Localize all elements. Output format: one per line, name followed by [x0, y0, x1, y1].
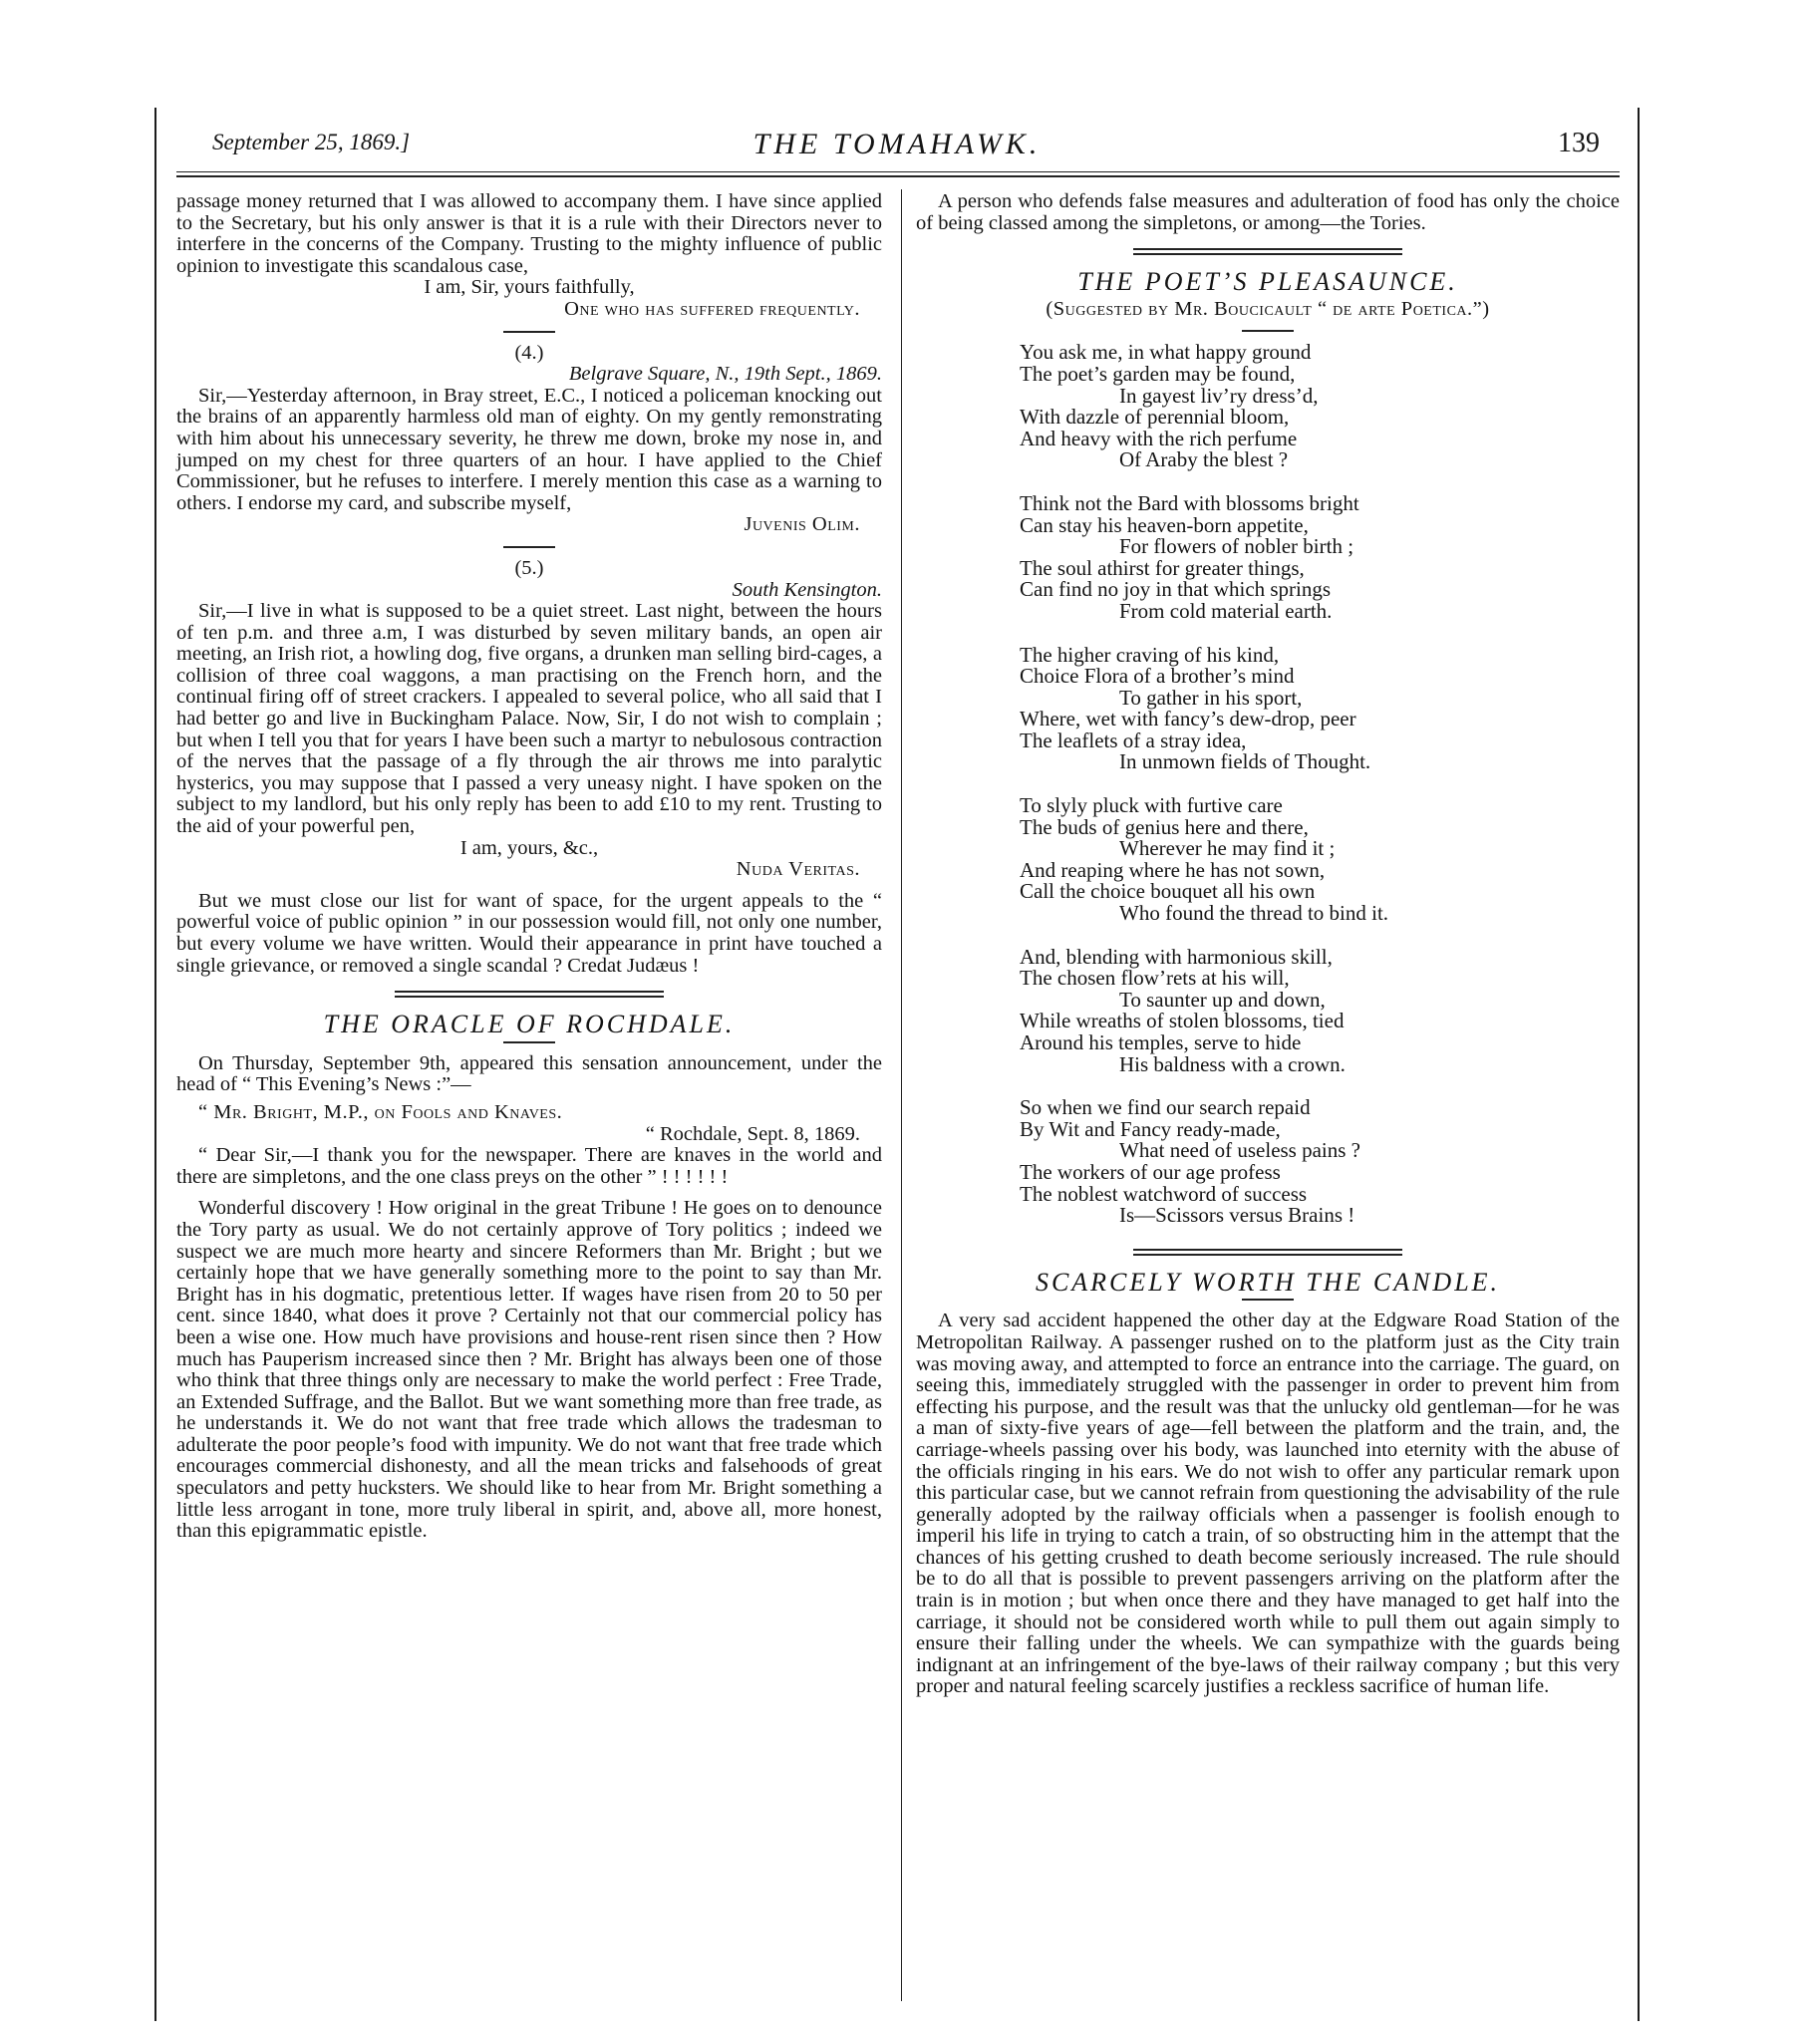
poem-line: You ask me, in what happy ground [1020, 340, 1312, 365]
poem-line: And heavy with the rich perfume [1020, 426, 1298, 450]
oracle-intro: On Thursday, September 9th, appeared this sensation announcement, under the head of “ This Evening’s News :”— [176, 1051, 882, 1096]
poem-line: Call the choice bouquet all his own [1020, 879, 1316, 904]
poem-stanza [1020, 795, 1620, 925]
letter-5-number: (5.) [514, 556, 544, 579]
poem-line: To saunter up and down, [1119, 987, 1326, 1012]
newspaper-page [154, 108, 1640, 2021]
letter-4-signature: Juvenis Olim. [744, 513, 860, 536]
poem-line: Can find no joy in that which springs [1020, 577, 1332, 602]
letter-5-signature: Nuda Veritas. [736, 858, 860, 881]
poem-stanza [1020, 944, 1620, 1076]
poem-line: Choice Flora of a brother’s mind [1020, 664, 1295, 689]
poem-line: Around his temples, serve to hide [1020, 1030, 1302, 1054]
poem-stanza [1020, 490, 1620, 623]
poem-line: His baldness with a crown. [1119, 1051, 1346, 1076]
column-divider [901, 189, 902, 2001]
candle-title: SCARCELY WORTH THE CANDLE. [1035, 1267, 1501, 1297]
masthead-title: THE TOMAHAWK. [752, 128, 1042, 160]
poem-line: While wreaths of stolen blossoms, tied [1020, 1009, 1345, 1033]
title-rule [503, 1041, 555, 1043]
page-header [154, 108, 1640, 169]
poem-line: By Wit and Fancy ready-made, [1020, 1116, 1281, 1141]
poem-subtitle: (Suggested by Mr. Boucicault “ de arte Poetica.”) [1046, 297, 1490, 320]
page-number: 139 [1558, 128, 1600, 158]
header-rule [176, 171, 1620, 177]
oracle-title: THE ORACLE OF ROCHDALE. [323, 1010, 736, 1039]
letter-5-place: South Kensington. [732, 578, 882, 601]
poem-line: Where, wet with fancy’s dew-drop, peer [1020, 707, 1356, 731]
letter-4-body: Sir,—Yesterday afternoon, in Bray street, E.C., I noticed a policeman knocking out the brains of an apparently harmless old man of eighty. On my gently remonstrating with him about his unnecessary severity, he threw me down, broke my nose in, and jumped on my chest for three quarters of an hour. I have applied to the Chief Commissioner, but he refuses to interfere. I merely mention this case as a warning to others. I endorse my card, and subscribe myself, [176, 384, 882, 514]
poem-title: THE POET’S PLEASAUNCE. [1077, 267, 1458, 297]
poem-line: To slyly pluck with furtive care [1020, 793, 1283, 818]
poem-line: The leaflets of a stray idea, [1020, 728, 1247, 752]
poem-line: The soul athirst for greater things, [1020, 555, 1305, 580]
poem-line: And, blending with harmonious skill, [1020, 944, 1333, 969]
section-double-rule [1133, 248, 1402, 255]
section-double-rule [395, 991, 664, 998]
oracle-continuation: A person who defends false measures and adulteration of food has only the choice of being classed among the simpletons, or among—the Tories. [916, 190, 1620, 234]
title-rule [1242, 1299, 1294, 1301]
closing-paragraph: But we must close our list for want of space, for the urgent appeals to the “ powerful voice of public opinion ” in our possession would fill, not only one number, but every volume we have written. Would their appearance in print have touched a single grievance, or removed a single scandal ? Credat Judæus ! [176, 889, 882, 977]
oracle-body: Wonderful discovery ! How original in the great Tribune ! He goes on to denounce the Tory party as usual. We do not certainly approve of Tory politics ; indeed we suspect we are much more hearty and sincere Reformers than Mr. Bright ; but we certainly hope that we have generally something more to the point to say than Mr. Bright has in his dogmatic, pretentious letter. If wages have risen from 20 to 50 per cent. since 1840, what does it prove ? Certainly not that our commercial policy has been a wise one. How much have provisions and house-rent risen since then ? How much has Pauperism increased since then ? Mr. Bright has always been one of those who think that three things only are necessary to make the world perfect : Free Trade, an Extended Suffrage, and the Ballot. But we want something more than free trade, as he understands it. We do not want that free trade which allows the tradesman to adulterate the poor people’s food with impunity. We do not want that free trade which encourages commercial dishonesty, and all the mean tricks and falsehoods of great speculators and petty hucksters. We should like to hear from Mr. Bright something a little less arrogant in tone, more truly liberal in spirit, and, above all, more honest, than this epigrammatic epistle. [176, 1197, 882, 1543]
poem-line: Is—Scissors versus Brains ! [1119, 1203, 1355, 1228]
poem-line: The chosen flow’rets at his will, [1020, 966, 1290, 991]
letter-4-place: Belgrave Square, N., 19th Sept., 1869. [568, 363, 882, 386]
oracle-quote-heading: “ Mr. Bright, M.P., on Fools and Knaves. [198, 1100, 563, 1123]
poem-line: So when we find our search repaid [1020, 1095, 1311, 1120]
poem-line: Can stay his heaven-born appetite, [1020, 512, 1309, 537]
oracle-quote-body: “ Dear Sir,—I thank you for the newspaper. There are knaves in the world and there are simpletons, and the one class preys on the other ” ! ! ! ! ! ! [176, 1144, 882, 1188]
poem-line: To gather in his sport, [1119, 685, 1303, 710]
right-column [916, 191, 1620, 1698]
poem-line: Wherever he may find it ; [1119, 836, 1336, 861]
poem-stanza [1020, 642, 1620, 774]
poem-line: For flowers of nobler birth ; [1119, 534, 1354, 559]
poem-line: And reaping where he has not sown, [1020, 857, 1326, 882]
poem-line: Who found the thread to bind it. [1119, 901, 1389, 926]
poem-line: The workers of our age profess [1020, 1159, 1281, 1184]
poem-line: Of Araby the blest ? [1119, 447, 1289, 472]
poem-line: In unmown fields of Thought. [1119, 749, 1371, 774]
page-border-left [154, 108, 156, 2021]
letter-5-body: Sir,—I live in what is supposed to be a quiet street. Last night, between the hours of ten p.m. and three a.m, I was disturbed by seven military bands, an open air meeting, an Irish riot, a howling dog, five organs, a drunken man selling bird-cages, a collision of three coal waggons, a man practising on the French horn, and the continual firing off of street crackers. I appealed to several police, who all said that I had better go and live in Buckingham Palace. Now, Sir, I do not wish to complain ; but when I tell you that for years I have been such a martyr to nebulosous contraction of the nerves that the passage of a fly through the air throws me into paralytic hysterics, you may suppose that I passed a very uneasy night. I have spoken on the subject to my landlord, but his only reply has been to add £10 to my rent. Trusting to the aid of your powerful pen, [176, 600, 882, 838]
title-rule [1242, 330, 1294, 332]
letter-3-closing: I am, Sir, yours faithfully, [424, 276, 635, 299]
poem-line: The poet’s garden may be found, [1020, 361, 1296, 386]
separator-rule [503, 331, 555, 333]
page-border-right [1638, 108, 1640, 2021]
poem-line: Think not the Bard with blossoms bright [1020, 490, 1359, 515]
poem-stanza [1020, 1097, 1620, 1227]
left-column [176, 191, 882, 1543]
letter-3-body: passage money returned that I was allowed to accompany them. I have since applied to the Secretary, but his only answer is that it is a rule with their Directors never to interfere in the concerns of the Company. Trusting to the mighty influence of public opinion to investigate this scandalous case, [176, 190, 882, 277]
poem-body [1020, 342, 1620, 1226]
header-date: September 25, 1869.] [212, 130, 411, 154]
section-double-rule [1133, 1249, 1402, 1256]
oracle-quote-date: “ Rochdale, Sept. 8, 1869. [645, 1122, 860, 1145]
poem-line: With dazzle of perennial bloom, [1020, 405, 1290, 430]
poem-line: From cold material earth. [1119, 598, 1333, 623]
poem-stanza [1020, 342, 1620, 471]
candle-body: A very sad accident happened the other day at the Edgware Road Station of the Metropolitan Railway. A passenger rushed on to the platform just as the City train was moving away, and attempted to force an entrance into the carriage. The guard, on seeing this, immediately struggled with the passenger in order to prevent him from effecting his purpose, and the result was that the unlucky old gentleman—for he was a man of sixty-five years of age—fell between the platform and the train, and, the carriage-wheels passing over his body, was launched into eternity with the abuse of the officials ringing in his ears. We do not wish to offer any particular remark upon this particular case, but we cannot refrain from questioning the advisability of the rule generally adopted by the railway officials when a passenger is foolish enough to imperil his life in trying to catch a train, of so obstructing him in the attempt that the chances of his getting crushed to death become seriously increased. The rule should be to do all that is possible to prevent passengers arriving on the platform after the train is in motion ; but when once there and they have managed to get half into the carriage, it should not be considered worth while to pull them out again simply to ensure their falling under the wheels. We can sympathize with the guards being indignant at an infringement of the bye-laws of their railway company ; but this very proper and natural feeling scarcely justifies a reckless sacrifice of human life. [916, 1310, 1620, 1698]
poem-line: What need of useless pains ? [1119, 1138, 1361, 1163]
poem-line: The noblest watchword of success [1020, 1181, 1308, 1206]
poem-line: The higher craving of his kind, [1020, 642, 1280, 667]
letter-4-number: (4.) [514, 341, 544, 364]
letter-5-closing: I am, yours, &c., [459, 836, 599, 859]
separator-rule [503, 546, 555, 548]
poem-line: In gayest liv’ry dress’d, [1119, 383, 1319, 408]
letter-3-signature: One who has suffered frequently. [564, 297, 860, 320]
poem-line: The buds of genius here and there, [1020, 814, 1309, 839]
